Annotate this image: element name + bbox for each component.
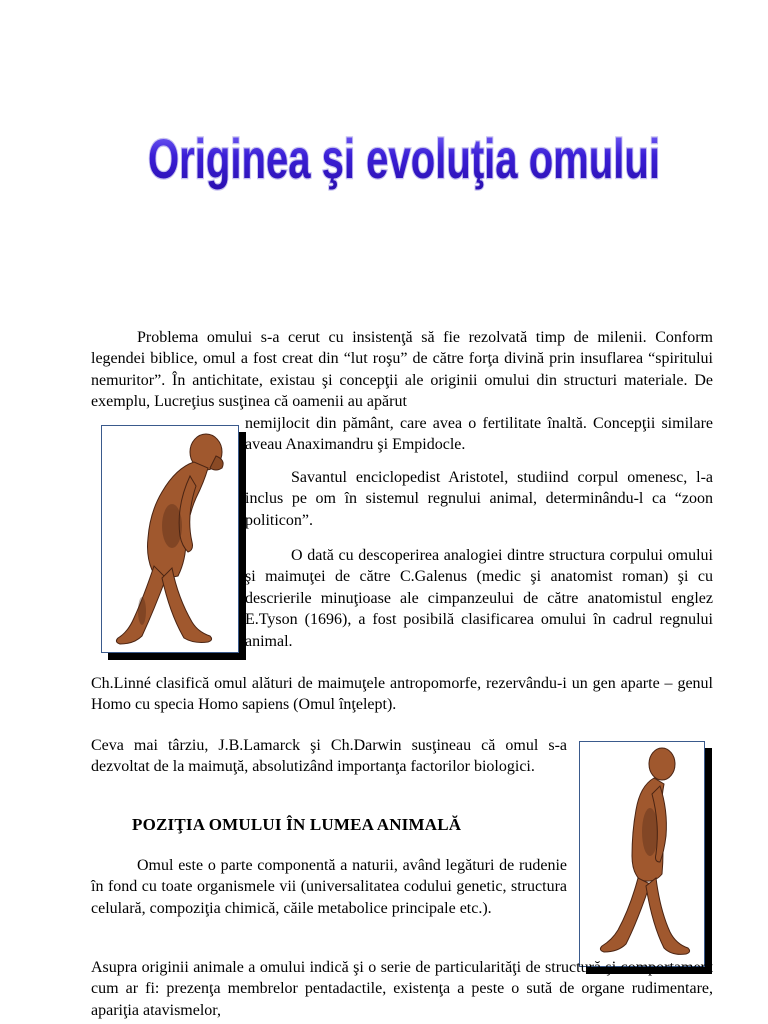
- section-heading: POZIŢIA OMULUI ÎN LUMEA ANIMALĂ: [132, 815, 462, 834]
- intro-paragraph-continued: nemijlocit din pământ, care avea o fertilitate înaltă. Concepţii similare aveau Anaximandru şi Empidocle.: [245, 415, 713, 454]
- aristotel-paragraph: Savantul enciclopedist Aristotel, studiind corpul omenesc, l-a inclus pe om în sistemul regnului animal, determinându-l ca “zoon politicon”.: [245, 469, 713, 529]
- title-text: Originea şi evoluţia omului: [148, 127, 660, 190]
- page-title: [0, 118, 768, 198]
- hominid-figure-2: [579, 741, 705, 967]
- animal-origin-paragraph: Asupra originii animale a omului indică şi o serie de particularităţi de structură şi comportament cum ar fi: prezenţa membrelor pentadactile, existenţa a peste o sută de organe rudimentare, apariţia atavismelor,: [91, 959, 713, 1019]
- nature-paragraph: Omul este o parte componentă a naturii, având legături de rudenie în fond cu toate organismele vii (universalitatea codului genetic, structura celulară, compoziţia chimică, căile metabolice principale etc.).: [91, 857, 567, 917]
- hominid-figure-1: [101, 425, 239, 653]
- intro-paragraph: Problema omului s-a cerut cu insistenţă să fie rezolvată timp de milenii. Conform legendei biblice, omul a fost creat din “lut roşu” de către forţa divină prin insuflarea “spiritului nemuritor”. În antichitate, existau şi concepţii ale originii omului din structuri materiale. De exemplu, Lucreţius susţinea că oamenii au apărut: [91, 329, 713, 411]
- hominid-figure-icon: [580, 742, 704, 966]
- galenus-paragraph: O dată cu descoperirea analogiei dintre structura corpului omului şi maimuţei de către C.Galenus (medic şi anatomist roman) şi cu descrierile minuţioase ale cimpanzeului de către anatomistul englez E.Tyson (1696), a fost posibilă clasificarea omului în cadrul regnului animal.: [245, 547, 713, 650]
- hominid-figure-icon: [102, 426, 238, 652]
- linne-paragraph: Ch.Linné clasifică omul alături de maimuţele antropomorfe, rezervându-i un gen aparte – genul Homo cu specia Homo sapiens (Omul înţelept).: [91, 675, 713, 714]
- lamarck-darwin-paragraph: Ceva mai târziu, J.B.Lamarck şi Ch.Darwin susţineau că omul s-a dezvoltat de la maimuţă, absolutizând importanţa factorilor biologici.: [91, 737, 567, 776]
